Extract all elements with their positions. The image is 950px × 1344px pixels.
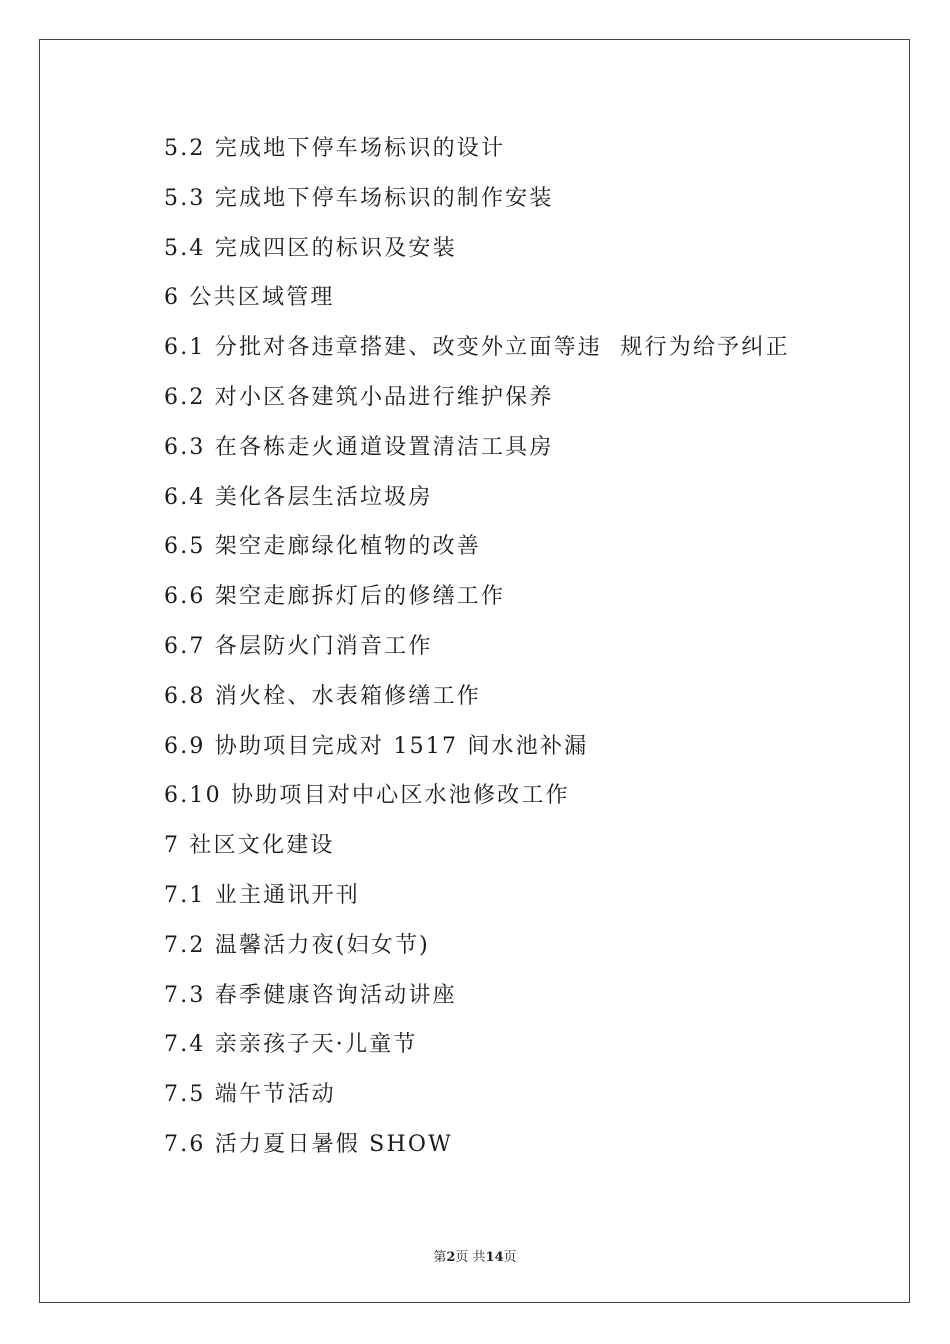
list-item: 6.2 对小区各建筑小品进行维护保养 bbox=[164, 384, 554, 410]
list-item: 5.4 完成四区的标识及安装 bbox=[164, 235, 457, 261]
current-page-number: 2 bbox=[446, 1250, 456, 1265]
list-item: 6.7 各层防火门消音工作 bbox=[164, 633, 433, 659]
list-item: 5.3 完成地下停车场标识的制作安装 bbox=[164, 185, 554, 211]
page-mid: 页 共 bbox=[455, 1250, 486, 1265]
list-item: 6.3 在各栋走火通道设置清洁工具房 bbox=[164, 434, 554, 460]
page-prefix: 第 bbox=[433, 1250, 447, 1265]
list-item: 6.1 分批对各违章搭建、改变外立面等违 规行为给予纠正 bbox=[164, 335, 790, 361]
list-item: 6.5 架空走廊绿化植物的改善 bbox=[164, 534, 481, 560]
list-item: 7.1 业主通讯开刊 bbox=[164, 882, 360, 908]
page-suffix: 页 bbox=[503, 1250, 517, 1265]
page-footer bbox=[0, 1246, 950, 1265]
document-body bbox=[164, 132, 864, 1178]
list-item: 6.6 架空走廊拆灯后的修缮工作 bbox=[164, 584, 506, 610]
total-pages-number: 14 bbox=[485, 1250, 504, 1265]
list-item: 5.2 完成地下停车场标识的设计 bbox=[164, 136, 506, 161]
list-item: 7.3 春季健康咨询活动讲座 bbox=[164, 982, 457, 1008]
section-heading: 7 社区文化建设 bbox=[164, 833, 335, 859]
list-item: 7.2 温馨活力夜(妇女节) bbox=[164, 932, 430, 958]
list-item: 6.9 协助项目完成对 1517 间水池补漏 bbox=[164, 733, 589, 759]
list-item: 7.5 端午节活动 bbox=[164, 1082, 336, 1108]
list-item: 6.10 协助项目对中心区水池修改工作 bbox=[164, 783, 570, 809]
list-item: 6.8 消火栓、水表箱修缮工作 bbox=[164, 683, 481, 709]
list-item: 7.4 亲亲孩子天·儿童节 bbox=[164, 1032, 418, 1058]
list-item: 7.6 活力夏日暑假 SHOW bbox=[164, 1131, 453, 1157]
list-item: 6.4 美化各层生活垃圾房 bbox=[164, 484, 433, 510]
section-heading: 6 公共区域管理 bbox=[164, 285, 335, 311]
